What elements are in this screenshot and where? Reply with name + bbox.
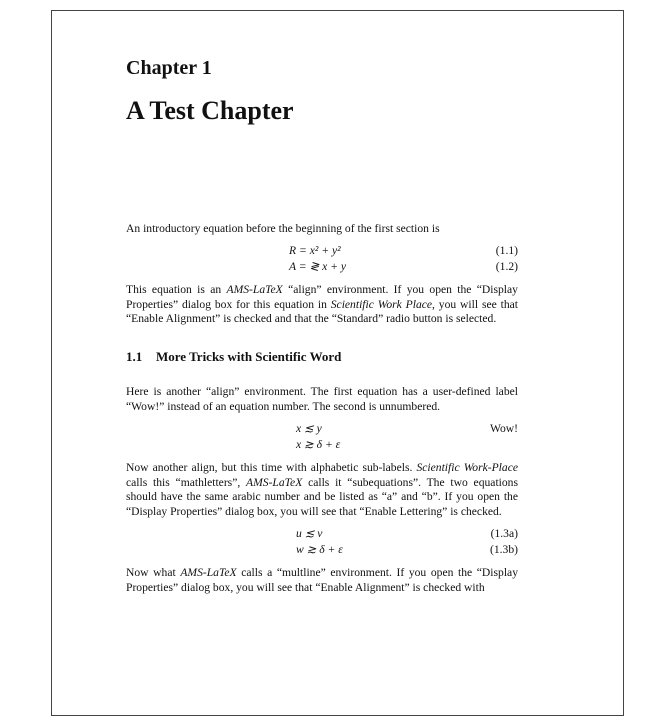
text-span: calls it “subequations”. The two equations should have the same arabic number and be listed as “a” and “b”. If you open the “Display Properties” dialog box, you will see that “Enable Lettering” is checked. <box>126 475 518 519</box>
text-span: calls this “mathletters”, <box>126 475 247 489</box>
equation-row <box>126 243 518 259</box>
chapter-title: A Test Chapter <box>126 96 294 125</box>
equation-number: (1.2) <box>495 259 518 273</box>
equation-block-2 <box>126 421 518 453</box>
equation-number: (1.3b) <box>489 542 518 556</box>
document-page <box>51 10 624 716</box>
software-name: Scientific Work-Place <box>416 460 518 474</box>
paragraph-mathletters <box>126 461 518 520</box>
equation-row <box>126 437 518 453</box>
paragraph-align-note <box>126 283 518 327</box>
amslatex-logo: AMS-LaTeX <box>246 475 303 489</box>
text-span: Now another align, but this time with alphabetic sub-labels. <box>126 460 417 474</box>
equation-row <box>126 259 518 275</box>
amslatex-logo: AMS-LaTeX <box>180 565 237 579</box>
equation: w ≳ δ + ε <box>296 542 343 556</box>
equation-row <box>126 542 518 558</box>
equation-row <box>126 526 518 542</box>
text-span: “align” environment. If you open the “Display Properties” dialog box for this equation in <box>126 282 518 311</box>
text-span: Now what <box>126 565 181 579</box>
intro-paragraph: An introductory equation before the beginning of the first section is <box>126 222 440 235</box>
section-heading <box>126 349 518 365</box>
section-title: More Tricks with Scientific Word <box>156 349 342 365</box>
equation-number: (1.3a) <box>490 526 518 540</box>
text-span: , you will see that “Enable Alignment” is checked and that the “Standard” radio button is selected. <box>126 297 518 326</box>
paragraph-align-wow: Here is another “align” environment. The first equation has a user-defined label “Wow!” instead of an equation number. The second is unnumbered. <box>126 385 518 413</box>
equation-block-1 <box>126 243 518 275</box>
equation: R = x² + y² <box>289 243 341 257</box>
chapter-label: Chapter 1 <box>126 57 212 79</box>
page-content <box>126 55 518 596</box>
text-span: This equation is an <box>126 282 227 296</box>
text-span: calls a “multline” environment. If you open the “Display Properties” dialog box, you will see that “Enable Alignment” is checked with <box>126 565 518 594</box>
equation: A = ≷ x + y <box>289 259 347 273</box>
equation-row <box>126 421 518 437</box>
equation-label: Wow! <box>489 421 518 435</box>
equation: x ≲ y <box>296 421 322 435</box>
equation: u ≲ v <box>296 526 323 540</box>
equation-number: (1.1) <box>495 243 518 257</box>
section-number: 1.1 <box>126 349 143 365</box>
software-name: Scientific Work Place <box>330 297 433 311</box>
equation: x ≳ δ + ε <box>296 437 341 451</box>
amslatex-logo: AMS-LaTeX <box>226 282 283 296</box>
equation-block-3 <box>126 526 518 558</box>
paragraph-multline <box>126 566 518 596</box>
